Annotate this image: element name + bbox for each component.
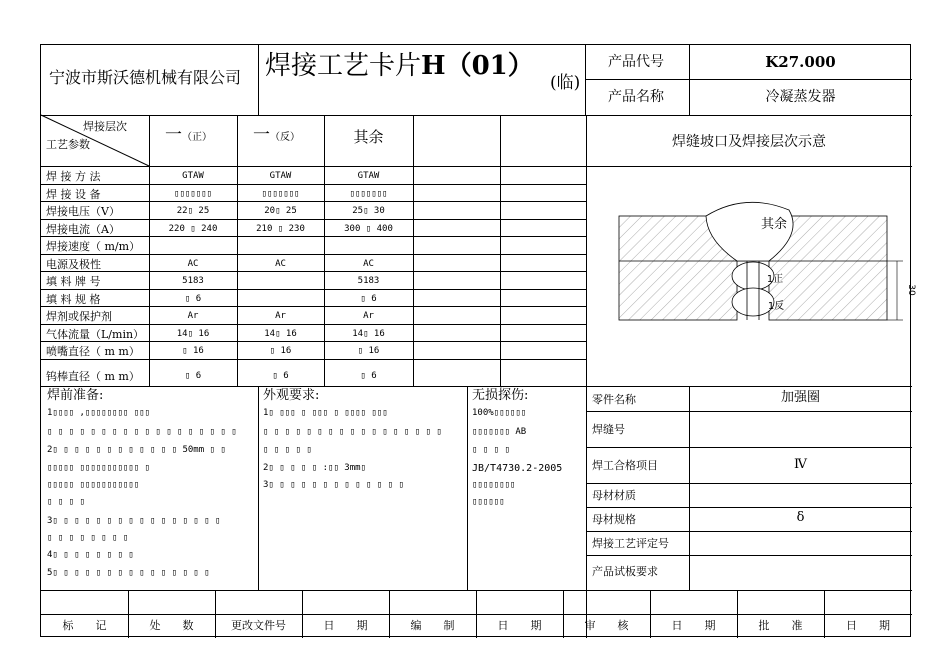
param-value-9-2: Ar [275,311,286,321]
param-value-7-1: 5183 [182,276,204,286]
param-value-3-2: 20▯ 25 [264,206,297,216]
product-name-label: 产品名称 [608,89,664,105]
param-value-4-3: 300 ▯ 400 [344,224,393,234]
param-label-12: 钨棒直径（ m m） [46,370,140,383]
ndt-line-5: ▯▯▯▯▯▯▯▯ [472,480,516,490]
param-value-10-1: 14▯ 16 [176,329,210,339]
layer-header-1-sub: （正） [182,132,212,143]
welding-process-card [40,44,916,637]
info-label-4: 母材材质 [592,489,636,502]
prep-line-1: 1▯▯▯▯ ,▯▯▯▯▯▯▯▯ ▯▯▯ [47,408,150,418]
appearance-line-3: ▯ ▯ ▯ ▯ ▯ [263,445,312,455]
layer-header-2-main: 一 [253,125,270,145]
param-value-1-1: GTAW [182,171,204,181]
param-value-6-2: AC [275,259,286,269]
param-label-2: 焊 接 设 备 [46,188,101,201]
ndt-line-2: ▯▯▯▯▯▯▯ AB [472,427,527,437]
appearance-line-1: 1▯ ▯▯▯ ▯ ▯▯▯ ▯ ▯▯▯▯ ▯▯▯ [263,408,388,418]
param-value-11-2: ▯ 16 [269,346,292,356]
param-value-3-1: 22▯ 25 [176,206,210,216]
info-label-3: 焊工合格项目 [592,459,658,472]
card-note: (临) [550,73,581,93]
param-value-1-3: GTAW [357,171,380,181]
param-value-3-3: 25▯ 30 [352,206,385,216]
param-value-2-1: ▯▯▯▯▯▯▯ [174,189,212,199]
weld-groove-diagram [611,190,916,340]
param-value-8-3: ▯ 6 [360,294,377,304]
param-value-4-1: 220 ▯ 240 [168,224,218,234]
signoff-date-2: 日 期 [497,619,542,632]
param-label-11: 喷嘴直径（ m m） [46,345,140,358]
param-label-8: 填 料 规 格 [46,293,101,306]
info-label-7: 产品试板要求 [592,565,658,578]
ndt-title: 无损探伤: [472,388,529,403]
param-value-10-2: 14▯ 16 [264,329,297,339]
prep-line-10: 5▯ ▯ ▯ ▯ ▯ ▯ ▯ ▯ ▯ ▯ ▯ ▯ ▯ ▯ ▯ [47,568,210,578]
dimension-label: 30 [906,284,916,296]
layer-header-1-main: 一 [165,125,182,145]
card-title-text: 焊接工艺卡片 [265,51,422,81]
label-rest: 其余 [760,217,788,232]
param-value-11-3: ▯ 16 [357,346,380,356]
appearance-line-4: 2▯ ▯ ▯ ▯ ▯ :▯▯ 3mm▯ [263,463,366,473]
appearance-line-5: 3▯ ▯ ▯ ▯ ▯ ▯ ▯ ▯ ▯ ▯ ▯ ▯ ▯ [263,480,404,490]
appearance-title: 外观要求: [263,388,320,403]
signoff-mark: 标 记 [62,619,107,632]
param-label-10: 气体流量（L/min） [46,328,145,341]
param-value-8-1: ▯ 6 [184,294,202,304]
product-code-value: K27.000 [765,53,836,71]
param-label-3: 焊接电压（V） [46,205,120,218]
param-value-4-2: 210 ▯ 230 [256,224,305,234]
param-value-9-1: Ar [187,311,199,321]
ndt-line-4: JB/T4730.2-2005 [472,463,563,474]
param-label-4: 焊接电流（A） [46,223,120,236]
signoff-date-4: 日 期 [846,619,890,632]
param-label-9: 焊剂或保护剂 [46,310,112,323]
param-label-6: 电源及极性 [46,258,101,271]
param-value-7-3: 5183 [357,276,380,286]
corner-layer-label: 焊接层次 [83,120,127,133]
card-code: H（01） [421,51,534,81]
card-title [265,53,534,79]
param-value-12-2: ▯ 6 [272,371,289,381]
ndt-line-1: 100%▯▯▯▯▯▯ [472,408,527,418]
prep-line-7: 3▯ ▯ ▯ ▯ ▯ ▯ ▯ ▯ ▯ ▯ ▯ ▯ ▯ ▯ ▯ ▯ [47,516,221,526]
label-front: 1正 [766,274,784,285]
param-value-2-2: ▯▯▯▯▯▯▯ [261,189,300,199]
param-value-9-3: Ar [363,311,374,321]
info-label-5: 母材规格 [592,513,636,526]
prep-title: 焊前准备: [47,388,104,403]
prep-line-3: 2▯ ▯ ▯ ▯ ▯ ▯ ▯ ▯ ▯ ▯ ▯ ▯ 50mm ▯ ▯ [47,445,226,455]
info-value-5: δ [796,510,805,525]
info-label-6: 焊接工艺评定号 [592,537,669,550]
layer-header-3 [324,129,413,145]
layer-header-3-main: 其余 [353,128,384,146]
param-label-1: 焊 接 方 法 [46,170,101,183]
info-value-3: Ⅳ [794,457,807,472]
info-label-1: 零件名称 [592,393,636,406]
signoff-change-doc: 更改文件号 [231,619,286,632]
signoff-prepared: 编 制 [410,619,455,632]
prep-line-9: 4▯ ▯ ▯ ▯ ▯ ▯ ▯ ▯ [47,550,134,560]
signoff-date-3: 日 期 [671,619,716,632]
prep-line-4: ▯▯▯▯▯ ▯▯▯▯▯▯▯▯▯▯▯ ▯ [47,463,150,473]
param-value-2-3: ▯▯▯▯▯▯▯ [349,189,388,199]
signoff-approved: 批 准 [758,619,803,632]
signoff-date-1: 日 期 [323,619,368,632]
param-value-6-3: AC [363,259,374,269]
signoff-count: 处 数 [149,619,194,632]
ndt-line-3: ▯ ▯ ▯ ▯ [472,445,510,455]
prep-line-6: ▯ ▯ ▯ ▯ [47,497,85,507]
param-label-5: 焊接速度（ m/m） [46,240,141,253]
info-label-2: 焊缝号 [592,423,625,436]
company-name: 宁波市斯沃德机械有限公司 [49,68,242,87]
layer-header-2-sub: （反） [270,132,300,143]
param-value-11-1: ▯ 16 [182,346,204,356]
param-value-10-3: 14▯ 16 [352,329,385,339]
label-back: 1反 [767,301,785,312]
layer-header-2 [253,127,300,144]
prep-line-5: ▯▯▯▯▯ ▯▯▯▯▯▯▯▯▯▯▯ [47,480,140,490]
param-value-12-1: ▯ 6 [184,371,202,381]
param-value-1-2: GTAW [269,171,292,181]
appearance-line-2: ▯ ▯ ▯ ▯ ▯ ▯ ▯ ▯ ▯ ▯ ▯ ▯ ▯ ▯ ▯ ▯ ▯ [263,427,442,437]
param-value-12-3: ▯ 6 [360,371,377,381]
prep-line-8: ▯ ▯ ▯ ▯ ▯ ▯ ▯ ▯ [47,533,129,543]
param-value-6-1: AC [187,259,199,269]
param-label-7: 填 料 牌 号 [46,275,101,288]
prep-line-2: ▯ ▯ ▯ ▯ ▯ ▯ ▯ ▯ ▯ ▯ ▯ ▯ ▯ ▯ ▯ ▯ ▯ ▯ [47,427,237,437]
signoff-reviewed: 审 核 [584,619,629,632]
product-name-value: 冷凝蒸发器 [765,89,836,105]
ndt-line-6: ▯▯▯▯▯▯ [472,497,505,507]
corner-param-label: 工艺参数 [46,138,90,151]
info-value-1: 加强圈 [780,390,820,405]
diagram-title: 焊缝坡口及焊接层次示意 [672,134,826,150]
layer-header-1 [165,127,212,144]
product-code-label: 产品代号 [608,54,664,70]
